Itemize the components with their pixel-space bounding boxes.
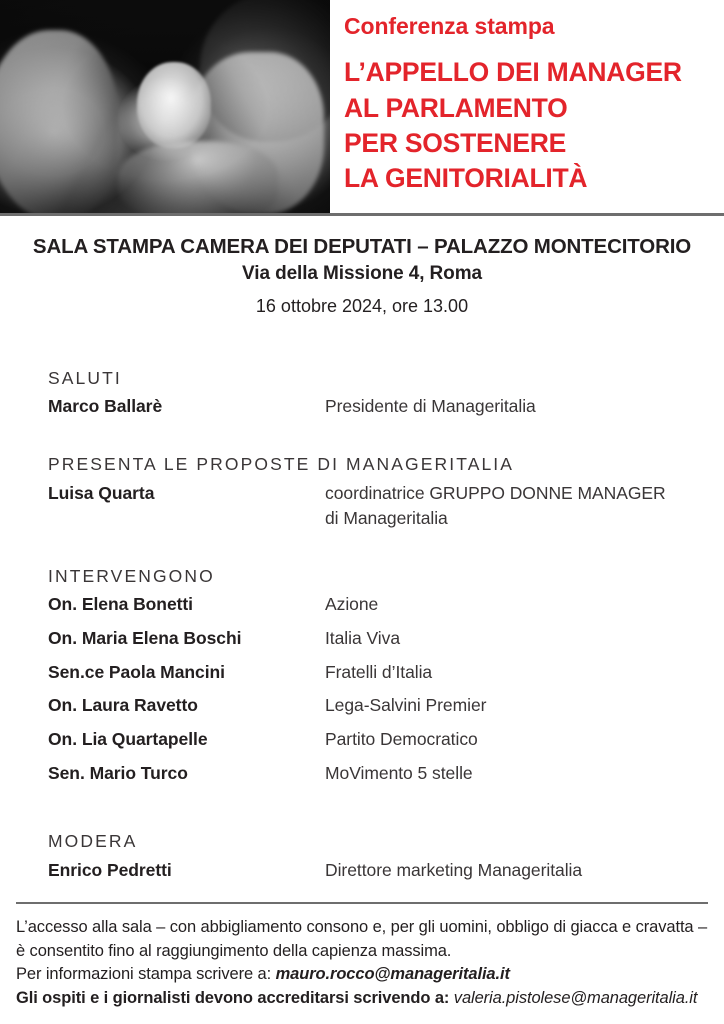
section-presenta	[48, 451, 704, 531]
footer-block	[0, 902, 724, 1010]
section-title-intervengono: INTERVENGONO	[48, 565, 215, 586]
speaker-name: Sen. Mario Turco	[48, 762, 188, 783]
speaker-role: Azione	[325, 594, 379, 615]
program-entry	[48, 660, 704, 685]
speaker-name: Sen.ce Paola Mancini	[48, 661, 225, 682]
spacer	[48, 794, 704, 828]
headline-line-4: LA GENITORIALITÀ	[344, 163, 588, 193]
accreditation-line	[16, 987, 708, 1010]
program-block	[0, 323, 724, 883]
speaker-role: MoVimento 5 stelle	[325, 762, 473, 783]
speaker-role: Fratelli d’Italia	[325, 661, 433, 682]
section-modera	[48, 828, 704, 882]
section-title-presenta: PRESENTA LE PROPOSTE DI MANAGERITALIA	[48, 454, 515, 475]
speaker-name: Marco Ballarè	[48, 396, 163, 417]
venue-block	[0, 216, 724, 323]
kicker-label: Conferenza stampa	[344, 13, 555, 39]
program-entry	[48, 693, 704, 718]
spacer	[48, 421, 704, 451]
press-email[interactable]: mauro.rocco@manageritalia.it	[275, 965, 510, 984]
accreditation-label: Gli ospiti e i giornalisti devono accreditarsi scrivendo a:	[16, 988, 450, 1007]
family-photo	[0, 0, 330, 213]
headline-line-3: PER SOSTENERE	[344, 127, 567, 158]
title-block	[330, 0, 724, 213]
page-title	[344, 55, 710, 196]
spacer	[48, 533, 704, 563]
speaker-role-line: Presidente di Manageritalia	[325, 396, 536, 417]
program-entry	[48, 626, 704, 651]
photo-vignette	[0, 0, 330, 213]
accreditation-email[interactable]: valeria.pistolese@manageritalia.it	[453, 988, 698, 1007]
footer-divider	[16, 902, 708, 904]
speaker-role	[325, 394, 704, 419]
speaker-name: On. Maria Elena Boschi	[48, 627, 242, 648]
speaker-name: Luisa Quarta	[48, 482, 155, 503]
speaker-name: On. Lia Quartapelle	[48, 728, 208, 749]
speaker-role: Partito Democratico	[325, 728, 478, 749]
program-entry	[48, 592, 704, 617]
speaker-name: Enrico Pedretti	[48, 859, 172, 880]
speaker-name: On. Laura Ravetto	[48, 695, 198, 716]
header-band	[0, 0, 724, 213]
speaker-role: Italia Viva	[325, 627, 401, 648]
program-entry	[48, 481, 704, 531]
program-entry	[48, 394, 704, 419]
venue-address: Via della Missione 4, Roma	[242, 263, 482, 285]
section-title-saluti: SALUTI	[48, 367, 122, 388]
headline-line-1: L’APPELLO DEI MANAGER	[344, 57, 682, 88]
section-intervengono	[48, 563, 704, 786]
access-note: L’accesso alla sala – con abbigliamento consono e, per gli uomini, obbligo di giacca e cravatta – è consentito fino al raggiungimento della capienza massima.	[16, 918, 708, 960]
headline-line-2: AL PARLAMENTO	[344, 92, 568, 123]
press-info-label: Per informazioni stampa scrivere a:	[16, 965, 272, 984]
speaker-role-line: di Manageritalia	[325, 507, 448, 528]
speaker-name: On. Elena Bonetti	[48, 594, 193, 615]
venue-name: SALA STAMPA CAMERA DEI DEPUTATI – PALAZZO MONTECITORIO	[32, 235, 692, 258]
program-entry	[48, 761, 704, 786]
section-title-modera: MODERA	[48, 831, 138, 852]
program-entry	[48, 727, 704, 752]
program-entry	[48, 858, 704, 883]
speaker-role: Direttore marketing Manageritalia	[325, 859, 583, 880]
speaker-role: Lega-Salvini Premier	[325, 695, 487, 716]
speaker-role-line: coordinatrice GRUPPO DONNE MANAGER	[325, 482, 666, 503]
venue-datetime: 16 ottobre 2024, ore 13.00	[255, 295, 469, 316]
section-saluti	[48, 365, 704, 419]
speaker-role	[325, 481, 704, 531]
press-info-line	[16, 963, 708, 986]
